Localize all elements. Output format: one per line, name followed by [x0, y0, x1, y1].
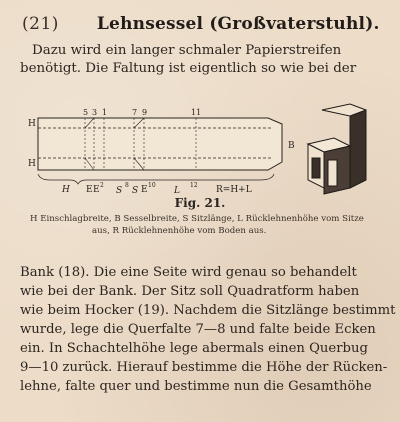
body-line-6: 9—10 zurück. Hierauf bestimme die Höhe der Rücken- — [20, 360, 388, 375]
fold-number-5: 5 — [83, 108, 89, 117]
bottom-label-h: H — [62, 185, 70, 195]
body-line-4: wurde, lege die Querfalte 7—8 und falte beide Ecken — [20, 322, 376, 337]
figure-caption: Fig. 21. — [174, 196, 226, 210]
folding-diagram — [10, 100, 400, 200]
paper-strip — [38, 118, 282, 170]
bottom-label-l: L — [174, 186, 180, 196]
section-header — [22, 14, 390, 38]
superscript-8: 8 — [125, 182, 129, 189]
bottom-label-s2: S — [132, 186, 139, 196]
section-number: (21) — [22, 14, 59, 34]
left-label-h-bottom: H — [28, 159, 36, 169]
figure-legend-line-2: aus, R Rücklehnenhöhe vom Boden aus. — [92, 226, 267, 236]
superscript-10: 10 — [148, 182, 156, 189]
intro-line-2: benötigt. Die Faltung ist eigentlich so wie bei der — [20, 61, 357, 76]
intro-line-1: Dazu wird ein langer schmaler Papierstreifen — [32, 43, 342, 58]
bottom-label-e1: E — [86, 185, 93, 195]
bottom-label-e3: E — [141, 185, 148, 195]
fold-number-3: 3 — [92, 108, 98, 117]
fold-number-9: 9 — [142, 108, 148, 117]
armchair-illustration — [308, 104, 366, 194]
bottom-label-e2: E — [93, 185, 100, 195]
bottom-label-s1: S — [116, 186, 123, 196]
fold-number-7: 7 — [132, 108, 138, 117]
section-title: Lehnsessel (Großvaterstuhl). — [96, 14, 380, 34]
body-line-5: ein. In Schachtelhöhe lege abermals einen Querbug — [20, 341, 368, 356]
body-line-2: wie bei der Bank. Der Sitz soll Quadratform haben — [20, 284, 360, 299]
body-line-1: Bank (18). Die eine Seite wird genau so behandelt — [20, 265, 357, 280]
figure-legend-line-1: H Einschlagbreite, B Sesselbreite, S Sitzlänge, L Rücklehnenhöhe vom Sitze — [30, 214, 364, 224]
superscript-2: 2 — [100, 182, 104, 189]
bottom-label-r-equation: R=H+L — [216, 185, 252, 195]
fold-number-1: 1 — [102, 108, 108, 117]
body-line-7: lehne, falte quer und bestimme nun die Gesamthöhe — [20, 379, 372, 394]
left-label-h-top: H — [28, 119, 36, 129]
side-label-b: B — [288, 141, 295, 151]
body-line-3: wie beim Hocker (19). Nachdem die Sitzlänge bestimmt — [20, 303, 396, 318]
superscript-12: 12 — [190, 182, 198, 189]
fold-number-11: 11 — [191, 108, 202, 117]
folding-diagram-svg — [10, 100, 400, 200]
